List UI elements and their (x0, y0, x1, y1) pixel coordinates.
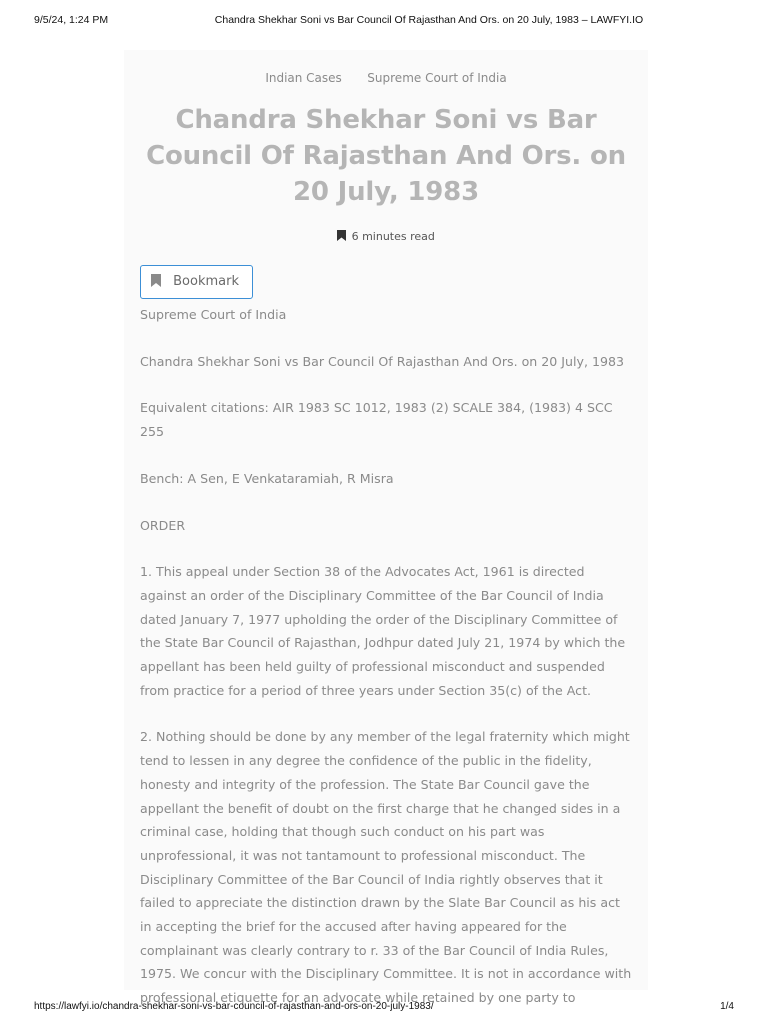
read-time-text: 6 minutes read (351, 230, 435, 243)
case-title: Chandra Shekhar Soni vs Bar Council Of Rajasthan And Ors. on 20 July, 1983 (140, 353, 625, 369)
bookmark-icon (337, 230, 346, 241)
paragraph-2: 2. Nothing should be done by any member of the legal fraternity which might tend to lessen in any degree the confidence of the public in the fidelity, honesty and integrity of the profession. The State Bar Council gave the appellant the benefit of doubt on the first charge that he changed sides in a criminal case, holding that though such conduct on his part was unprofessional, it was not tantamount to professional misconduct. The Disciplinary Committee of the Bar Council of India rightly observes that it failed to appreciate the distinction drawn by the Slate Bar Council as his act in accepting the brief for the accused after having appeared for the complainant was clearly contrary to r. 33 of the Bar Council of India Rules, 1975. We concur with the Disciplinary Committee. It is not in accordance with professional etiquette for an advocate while retained by one party to (140, 729, 632, 1006)
article-title: Chandra Shekhar Soni vs Bar Council Of Rajasthan And Ors. on 20 July, 1983 (146, 105, 626, 207)
article-body (124, 303, 648, 1010)
article-card (124, 50, 648, 1006)
bookmark-button-label: Bookmark (173, 274, 239, 289)
print-footer (34, 1001, 734, 1012)
bench: Bench: A Sen, E Venkataramiah, R Misra (140, 470, 394, 486)
bookmark-icon (151, 274, 161, 287)
order-heading: ORDER (140, 517, 186, 533)
court-name: Supreme Court of India (140, 307, 287, 322)
print-url: https://lawfyi.io/chandra-shekhar-soni-vs-bar-council-of-rajasthan-and-ors-on-20-july-1983/ (34, 1001, 434, 1012)
page-number: 1/4 (720, 1001, 734, 1012)
print-page-title: Chandra Shekhar Soni vs Bar Council Of Rajasthan And Ors. on 20 July, 1983 – LAWFYI.IO (214, 14, 644, 26)
category-list (124, 68, 648, 88)
category-link-indian-cases[interactable]: Indian Cases (265, 71, 342, 85)
bookmark-button[interactable] (140, 265, 253, 299)
read-time (124, 230, 648, 243)
paragraph-1: 1. This appeal under Section 38 of the Advocates Act, 1961 is directed against an order of the Disciplinary Committee of the Bar Council of India dated January 7, 1977 upholding the order of the Disciplinary Committee of the State Bar Council of Rajasthan, Jodhpur dated July 21, 1974 by which the appellant has been held guilty of professional misconduct and suspended from practice for a period of three years under Section 35(c) of the Act. (140, 564, 626, 698)
citations: Equivalent citations: AIR 1983 SC 1012, 1983 (2) SCALE 384, (1983) 4 SCC 255 (140, 400, 613, 440)
category-link-supreme-court[interactable]: Supreme Court of India (367, 71, 507, 85)
print-datetime: 9/5/24, 1:24 PM (34, 14, 109, 26)
